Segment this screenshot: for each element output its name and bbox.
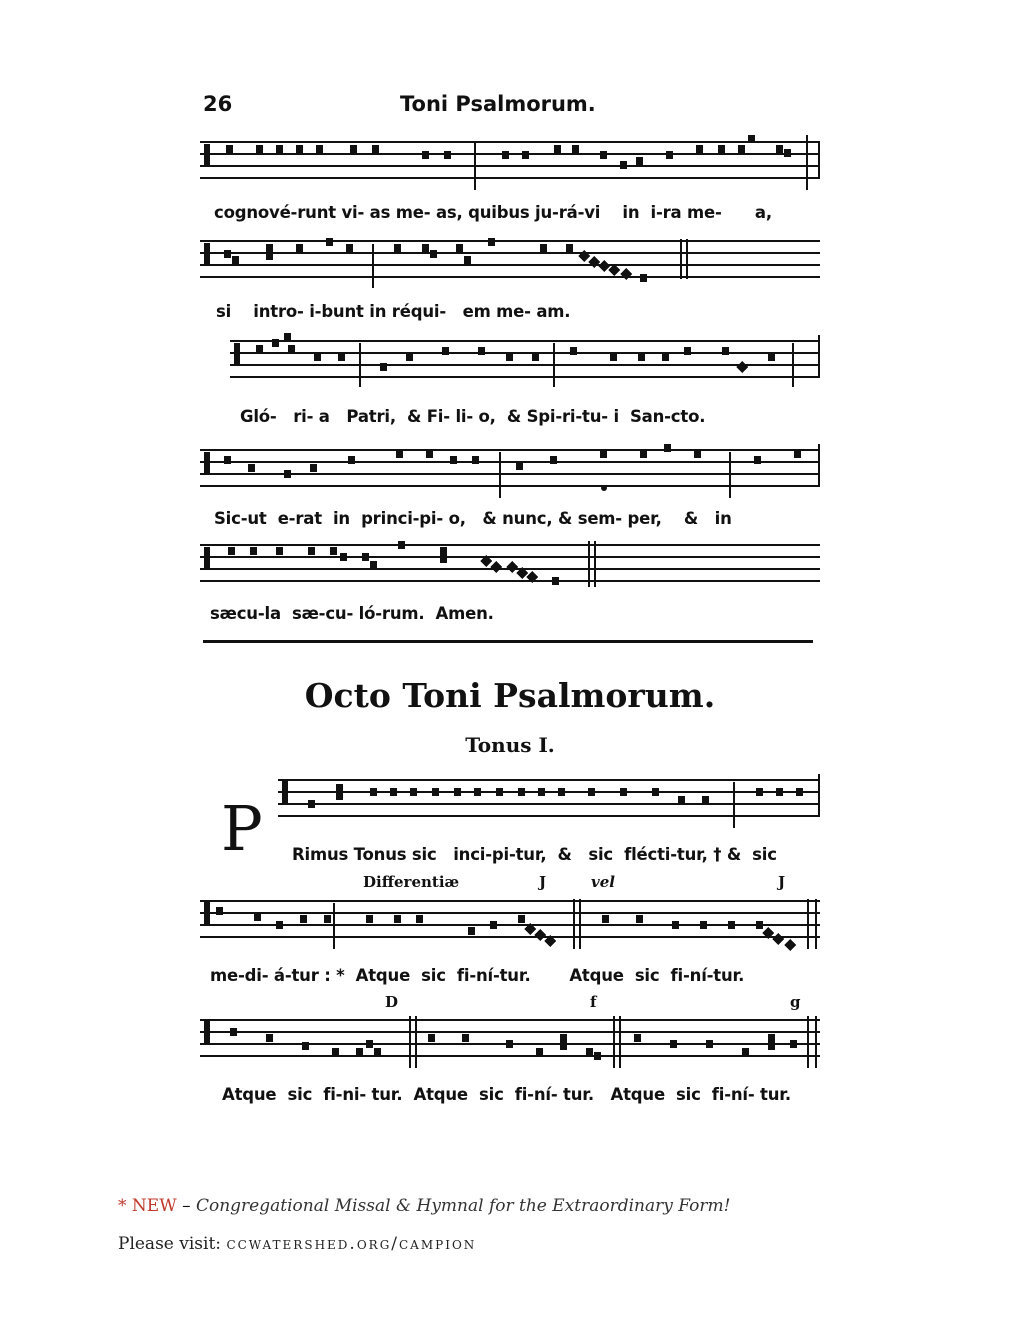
lyric-tonus-line-2: me-di- á-tur : * Atque sic fi-ní-tur. Atque sic fi-ní-tur. bbox=[210, 966, 745, 985]
lyric-line-3: Gló- ri- a Patri, & Fi- li- o, & Spi-ri-tu- i San-cto. bbox=[240, 407, 706, 426]
music-staff-6 bbox=[278, 772, 824, 836]
differentia-mark-d: D bbox=[385, 993, 399, 1011]
differentia-mark-j2: J bbox=[778, 873, 786, 891]
differentia-mark-j1: J bbox=[539, 873, 547, 891]
differentia-mark-f: f bbox=[590, 993, 597, 1011]
section-divider bbox=[203, 640, 813, 643]
footer-announcement bbox=[118, 1196, 730, 1216]
lyric-line-4: Sic-ut e-rat in princi-pi- o, & nunc, & sem- per, & in bbox=[214, 509, 732, 528]
differentia-mark-g: g bbox=[790, 993, 801, 1011]
differentiae-label: Differentiæ bbox=[363, 873, 460, 891]
music-staff-1 bbox=[200, 135, 824, 195]
footer-dash: – bbox=[176, 1196, 196, 1216]
music-staff-5 bbox=[200, 537, 824, 601]
section-title: Octo Toni Psalmorum. bbox=[304, 676, 716, 715]
lyric-tonus-line-3: Atque sic fi-ni- tur. Atque sic fi-ní- tur. Atque sic fi-ní- tur. bbox=[222, 1085, 791, 1104]
vel-label: vel bbox=[591, 873, 615, 891]
lyric-tonus-line-1: Rimus Tonus sic inci-pi-tur, & sic flécti-tur, † & sic bbox=[292, 845, 777, 864]
new-label: * NEW bbox=[118, 1196, 177, 1216]
music-staff-8 bbox=[200, 1012, 824, 1076]
lyric-line-1: cognové-runt vi- as me- as, quibus ju-rá-vi in i-ra me- a, bbox=[214, 203, 772, 222]
page-number: 26 bbox=[203, 92, 233, 116]
music-staff-2 bbox=[200, 234, 824, 294]
lyric-line-5: sæcu-la sæ-cu- ló-rum. Amen. bbox=[210, 604, 494, 623]
footer-url-link[interactable]: ccwatershed.org/campion bbox=[226, 1234, 477, 1254]
visit-label: Please visit: bbox=[118, 1234, 227, 1254]
drop-cap: P bbox=[221, 792, 263, 865]
running-title: Toni Psalmorum. bbox=[400, 92, 596, 116]
footer-visit bbox=[118, 1234, 476, 1254]
music-staff-7 bbox=[200, 893, 824, 957]
lyric-line-2: si intro- i-bunt in réqui- em me- am. bbox=[216, 302, 571, 321]
footer-description: Congregational Missal & Hymnal for the Extraordinary Form! bbox=[195, 1196, 731, 1216]
music-staff-4 bbox=[200, 442, 824, 502]
music-staff-3 bbox=[230, 333, 824, 393]
section-subtitle: Tonus I. bbox=[465, 733, 555, 757]
